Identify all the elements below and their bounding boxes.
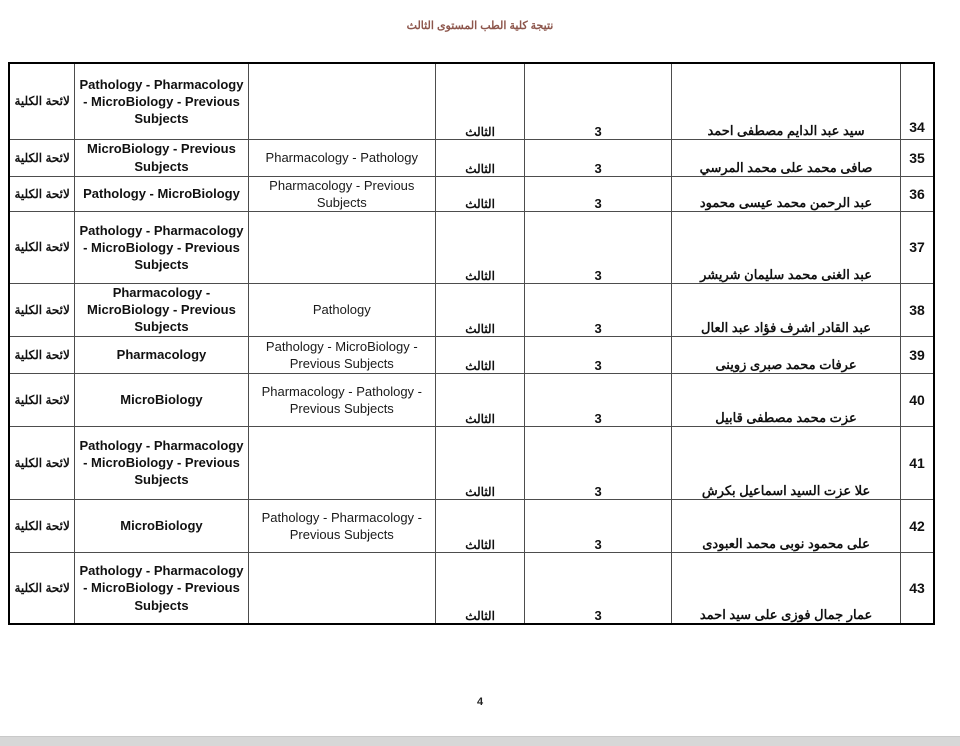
subjects-secondary-cell: Pharmacology - Pathology - Previous Subjects bbox=[248, 373, 435, 426]
row-number-cell: 37 bbox=[901, 211, 934, 283]
subjects-secondary-cell bbox=[248, 211, 435, 283]
subjects-secondary-cell bbox=[248, 63, 435, 139]
subjects-secondary-cell bbox=[248, 426, 435, 499]
credit-cell: 3 bbox=[525, 211, 672, 283]
subjects-primary-cell: Pharmacology bbox=[75, 336, 248, 373]
credit-cell: 3 bbox=[525, 426, 672, 499]
level-cell: الثالث bbox=[436, 211, 525, 283]
credit-cell: 3 bbox=[525, 373, 672, 426]
row-number-cell: 36 bbox=[901, 176, 934, 211]
subjects-primary-cell: MicroBiology - Previous Subjects bbox=[75, 139, 248, 176]
student-name-cell: عبد الغنى محمد سليمان شريشر bbox=[672, 211, 901, 283]
subjects-primary-cell: Pathology - Pharmacology - MicroBiology - Previous Subjects bbox=[75, 552, 248, 624]
student-name-cell: على محمود نوبى محمد العبودى bbox=[672, 499, 901, 552]
table-row bbox=[9, 211, 934, 283]
credit-cell: 3 bbox=[525, 139, 672, 176]
subjects-primary-cell: Pathology - MicroBiology bbox=[75, 176, 248, 211]
table-row bbox=[9, 139, 934, 176]
student-name-cell: عبد الرحمن محمد عيسى محمود bbox=[672, 176, 901, 211]
results-table bbox=[8, 62, 935, 625]
table-row bbox=[9, 283, 934, 336]
subjects-primary-cell: Pathology - Pharmacology - MicroBiology - Previous Subjects bbox=[75, 211, 248, 283]
page-number: 4 bbox=[476, 696, 484, 708]
row-number-cell: 41 bbox=[901, 426, 934, 499]
level-cell: الثالث bbox=[436, 499, 525, 552]
credit-cell: 3 bbox=[525, 63, 672, 139]
regulation-cell: لائحة الكلية bbox=[9, 63, 75, 139]
table-row bbox=[9, 499, 934, 552]
subjects-secondary-cell: Pharmacology - Pathology bbox=[248, 139, 435, 176]
student-name-cell: عمار جمال فوزى على سيد احمد bbox=[672, 552, 901, 624]
student-name-cell: سيد عبد الدايم مصطفى احمد bbox=[672, 63, 901, 139]
level-cell: الثالث bbox=[436, 139, 525, 176]
regulation-cell: لائحة الكلية bbox=[9, 426, 75, 499]
regulation-cell: لائحة الكلية bbox=[9, 211, 75, 283]
table-row bbox=[9, 336, 934, 373]
regulation-cell: لائحة الكلية bbox=[9, 139, 75, 176]
credit-cell: 3 bbox=[525, 176, 672, 211]
credit-cell: 3 bbox=[525, 499, 672, 552]
table-row bbox=[9, 373, 934, 426]
row-number-cell: 35 bbox=[901, 139, 934, 176]
level-cell: الثالث bbox=[436, 63, 525, 139]
row-number-cell: 38 bbox=[901, 283, 934, 336]
scan-edge-bar bbox=[0, 736, 960, 746]
regulation-cell: لائحة الكلية bbox=[9, 552, 75, 624]
subjects-primary-cell: Pharmacology - MicroBiology - Previous Subjects bbox=[75, 283, 248, 336]
table-row bbox=[9, 426, 934, 499]
regulation-cell: لائحة الكلية bbox=[9, 336, 75, 373]
subjects-primary-cell: Pathology - Pharmacology - MicroBiology - Previous Subjects bbox=[75, 63, 248, 139]
level-cell: الثالث bbox=[436, 283, 525, 336]
student-name-cell: علا عزت السيد اسماعيل بكرش bbox=[672, 426, 901, 499]
table-row bbox=[9, 552, 934, 624]
page-title: نتيجة كلية الطب المستوى الثالث bbox=[406, 20, 554, 32]
level-cell: الثالث bbox=[436, 176, 525, 211]
credit-cell: 3 bbox=[525, 283, 672, 336]
regulation-cell: لائحة الكلية bbox=[9, 499, 75, 552]
subjects-primary-cell: MicroBiology bbox=[75, 499, 248, 552]
regulation-cell: لائحة الكلية bbox=[9, 283, 75, 336]
table-row bbox=[9, 176, 934, 211]
row-number-cell: 34 bbox=[901, 63, 934, 139]
subjects-primary-cell: MicroBiology bbox=[75, 373, 248, 426]
subjects-secondary-cell: Pathology - MicroBiology - Previous Subjects bbox=[248, 336, 435, 373]
level-cell: الثالث bbox=[436, 552, 525, 624]
subjects-secondary-cell: Pathology - Pharmacology - Previous Subjects bbox=[248, 499, 435, 552]
row-number-cell: 40 bbox=[901, 373, 934, 426]
subjects-secondary-cell: Pharmacology - Previous Subjects bbox=[248, 176, 435, 211]
credit-cell: 3 bbox=[525, 336, 672, 373]
credit-cell: 3 bbox=[525, 552, 672, 624]
level-cell: الثالث bbox=[436, 426, 525, 499]
row-number-cell: 43 bbox=[901, 552, 934, 624]
regulation-cell: لائحة الكلية bbox=[9, 176, 75, 211]
row-number-cell: 39 bbox=[901, 336, 934, 373]
row-number-cell: 42 bbox=[901, 499, 934, 552]
subjects-primary-cell: Pathology - Pharmacology - MicroBiology - Previous Subjects bbox=[75, 426, 248, 499]
level-cell: الثالث bbox=[436, 373, 525, 426]
student-name-cell: صافى محمد على محمد المرسي bbox=[672, 139, 901, 176]
level-cell: الثالث bbox=[436, 336, 525, 373]
subjects-secondary-cell: Pathology bbox=[248, 283, 435, 336]
student-name-cell: عزت محمد مصطفى قابيل bbox=[672, 373, 901, 426]
student-name-cell: عرفات محمد صبرى زوينى bbox=[672, 336, 901, 373]
regulation-cell: لائحة الكلية bbox=[9, 373, 75, 426]
student-name-cell: عبد القادر اشرف فؤاد عبد العال bbox=[672, 283, 901, 336]
table-row bbox=[9, 63, 934, 139]
subjects-secondary-cell bbox=[248, 552, 435, 624]
